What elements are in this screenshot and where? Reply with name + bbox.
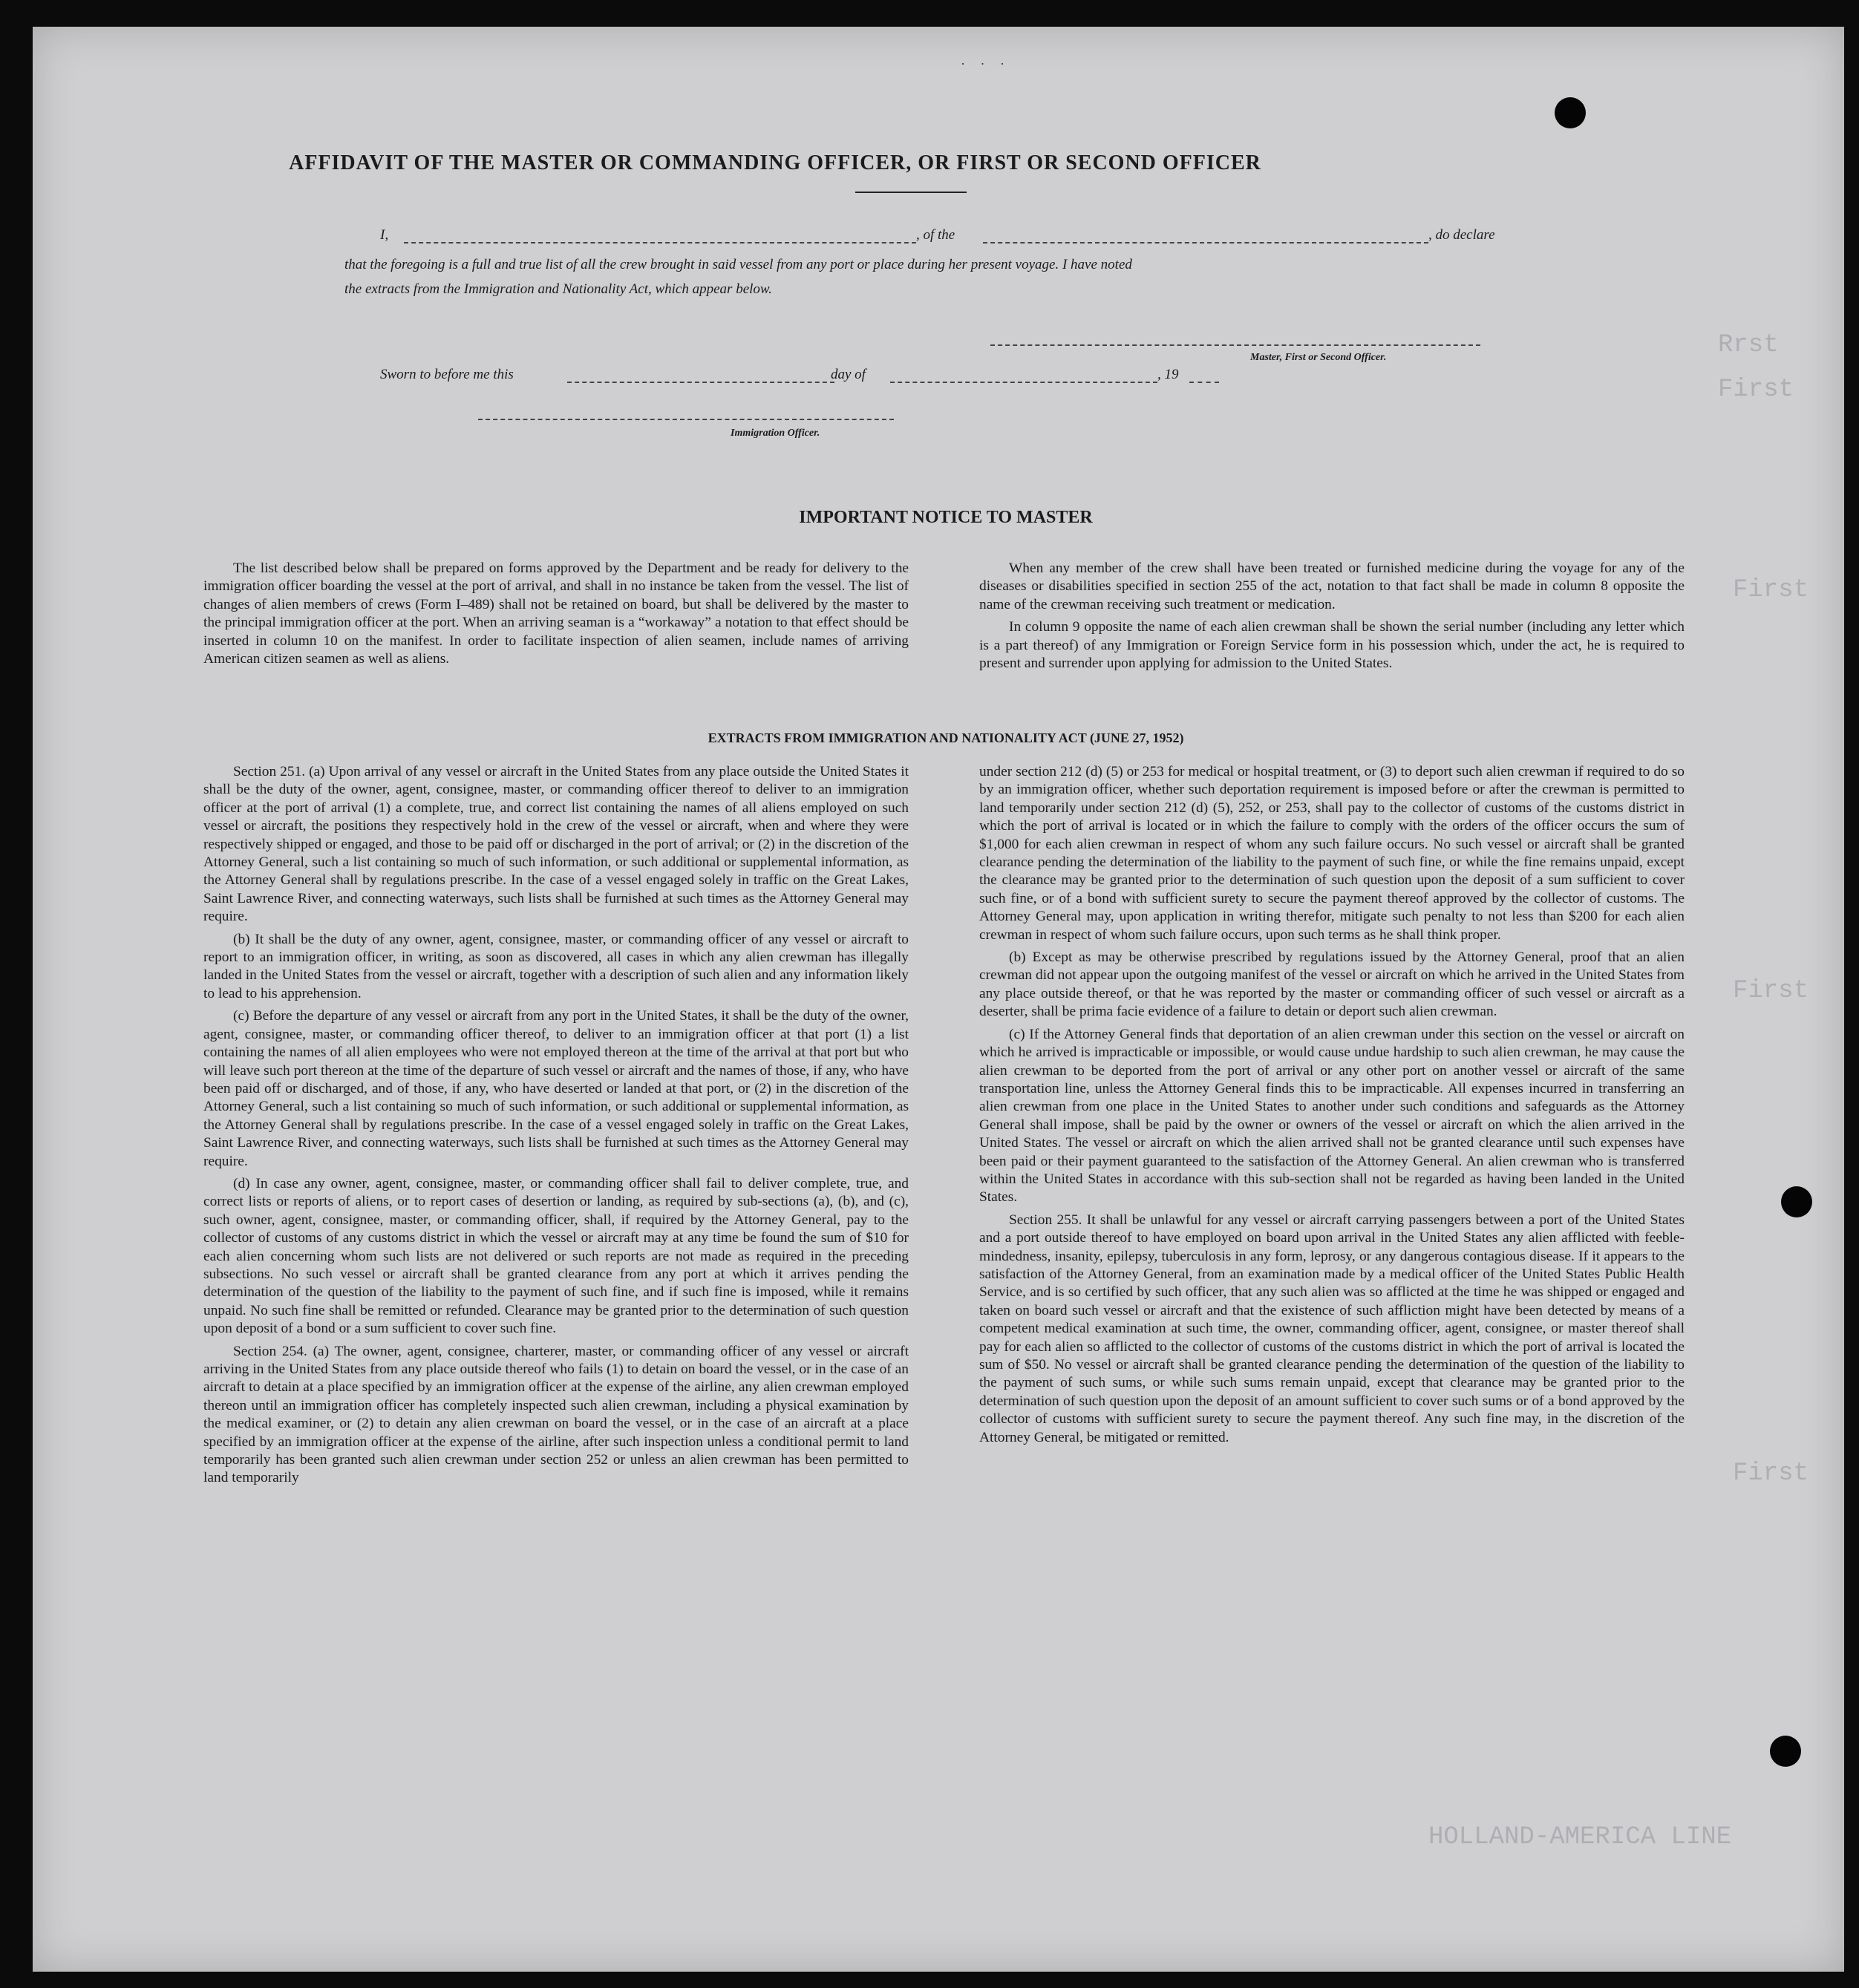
do-declare-label: , do declare — [1428, 227, 1495, 243]
section-254b: (b) Except as may be otherwise prescribed by regulations issued by the Attorney General, proof that an alien crewman did not appear upon the outgoing manifest of the vessel or aircraft on which he arrived in the United States from any place outside thereof, or that he was reported by the master or commanding officer of such vessel or aircraft as a deserter, shall be prima facie evidence of a failure to detain or deport such alien crewman. — [979, 949, 1685, 1020]
master-caption: Master, First or Second Officer. — [1250, 352, 1387, 363]
name-line — [404, 242, 916, 243]
officer-caption: Immigration Officer. — [731, 428, 820, 439]
bleed-through-text: First — [1733, 977, 1809, 1005]
bleed-through-text: HOLLAND-AMERICA LINE — [1428, 1823, 1732, 1851]
bleed-through-text: First — [1718, 376, 1794, 404]
notice-right-column — [979, 560, 1685, 677]
section-251c: (c) Before the departure of any vessel or aircraft from any port in the United States, it shall be the duty of the owner, agent, consignee, master, or commanding officer thereof, to deliver to an immigration officer at that port (1) a list containing the names of all alien employees who were not employed thereon at the time of the arrival at that port but who will leave such port thereon at the time of the departure of such vessel or aircraft and the names of those, if any, who have been paid off or discharged, and of those, if any, who have deserted or landed at that port, or (2) in the discretion of the Attorney General, such a list containing so much of such information, or such additional or supplemental information, as the Attorney General shall by regulations prescribe. In the case of a vessel engaged solely in traffic on the Great Lakes, Saint Lawrence River, and connecting waterways, such lists shall be furnished at such times as the Attorney General may require. — [203, 1008, 909, 1169]
section-251a: Section 251. (a) Upon arrival of any vessel or aircraft in the United States from any place outside the United States it shall be the duty of the owner, agent, consignee, master, or commanding officer thereof to deliver to an immigration officer at the port of arrival (1) a complete, true, and correct list containing the names of all aliens employed on such vessel or aircraft, the positions they respectively hold in the crew of the vessel or aircraft, when and where they were respectively shipped or engaged, and those to be paid off or discharged in the port of arrival; or (2) in the discretion of the Attorney General, such a list containing so much of such information, or such additional or supplemental information, as the Attorney General shall by regulations prescribe. In the case of a vessel engaged solely in traffic on the Great Lakes, Saint Lawrence River, and connecting waterways, such lists shall be furnished at such times as the Attorney General may require. — [203, 764, 909, 925]
signature-line — [990, 344, 1480, 346]
year-label: , 19 — [1157, 367, 1179, 382]
declaration-line-1: that the foregoing is a full and true list of all the crew brought in said vessel from any port or place during her present voyage. I have noted — [344, 257, 1132, 272]
section-254c: (c) If the Attorney General finds that deportation of an alien crewman under this section on the vessel or aircraft on which he arrived is impracticable or impossible, or would cause undue hardship to such alien crewman, he may cause the alien crewman to be deported from the port of arrival or any other port on another vessel or aircraft of the same transportation line, unless the Attorney General finds this to be impracticable. All expenses incurred in transferring an alien crewman from one place in the United States to another under such conditions and safeguards as the Attorney General shall impose, shall be paid by the owner or owners of the vessel or aircraft on which the alien arrived in the United States. The vessel or aircraft on which the alien arrived shall not be granted clearance until such expenses have been paid or their payment guaranteed to the satisfaction of the Attorney General. An alien crewman who is transferred within the United States in accordance with this sub-section shall not be regarded as having been landed in the United States. — [979, 1026, 1685, 1206]
punch-hole — [1770, 1736, 1801, 1767]
punch-hole — [1781, 1186, 1812, 1217]
section-254a-part-2: under section 212 (d) (5) or 253 for medical or hospital treatment, or (3) to deport such alien crewman if required to do so by an immigration officer, whether such deportation requirement is imposed before or after the crewman is permitted to land temporarily under section 212 (d) (5), 252, or 253, shall pay to the collector of customs of the customs district in which the port of arrival is located or in which the failure to comply with the orders of the officer occurs the sum of $1,000 for each alien crewman in respect of whom any such failure occurs. No such vessel or aircraft shall be granted clearance pending the determination of the liability to the payment of such fine, or while the fine remains unpaid, except the clearance may be granted prior to the determination of such question upon the deposit of a sum sufficient to cover such fine, or of a bond with sufficient surety to secure the payment thereof approved by the collector of customs. The Attorney General may, upon application in writing therefor, mitigate such penalty to not less than $200 for each alien crewman in respect of whom such failure occurs, upon such terms as he shall think proper. — [979, 764, 1685, 943]
sworn-label: Sworn to before me this — [380, 367, 514, 382]
bleed-through-text: First — [1733, 576, 1809, 604]
bleed-through-text: First — [1733, 1459, 1809, 1488]
section-251b: (b) It shall be the duty of any owner, agent, consignee, master, or commanding officer of any vessel or aircraft to report to an immigration officer, in writing, as soon as discovered, all cases in which any alien crewman has illegally landed in the United States from the vessel or aircraft, together with a description of such alien and any information likely to lead to his apprehension. — [203, 931, 909, 1001]
section-251d: (d) In case any owner, agent, consignee, master, or commanding officer shall fail to deliver complete, true, and correct lists or reports of aliens, or to report cases of desertion or landing, as required by sub-sections (a), (b), and (c), such owner, agent, consignee, master, or commanding officer, shall, if required by the Attorney General, pay to the collector of customs of any customs district in which the vessel or aircraft may at any time be found the sum of $10 for each alien concerning whom such lists are not delivered or such reports are not made as required in the preceding subsections. No such vessel or aircraft shall be granted clearance from any port at which it arrives pending the determination of the question of the liability to the payment of such fine, and if such fine is imposed, while it remains unpaid. No such fine shall be remitted or refunded. Clearance may be granted prior to the determination of such question upon deposit of a bond or a sum sufficient to cover such fine. — [203, 1175, 909, 1337]
title-rule — [855, 192, 967, 193]
of-the-label: , of the — [916, 227, 955, 243]
affidavit-title: AFFIDAVIT OF THE MASTER OR COMMANDING OFFICER, OR FIRST OR SECOND OFFICER — [289, 151, 1261, 174]
bleed-through-text: Rrst — [1718, 331, 1779, 359]
sworn-year-line — [1189, 382, 1219, 383]
section-255: Section 255. It shall be unlawful for any vessel or aircraft carrying passengers between a port of the United States and a port outside thereof to have employed on board upon arrival in the United States any alien afflicted with feeble-mindedness, insanity, epilepsy, tuberculosis in any form, leprosy, or any dangerous contagious disease. If it appears to the satisfaction of the Attorney General, from an examination made by a medical officer of the United States Public Health Service, and is so certified by such officer, that any such alien was so afflicted at the time he was shipped or engaged and taken on board such vessel or aircraft and that the existence of such affliction might have been detected by means of a competent medical examination at such time, the owner, commanding officer, agent, consignee, or master thereof shall pay for each alien so afflicted to the collector of customs of the customs district in which the port of arrival is located the sum of $50. No vessel or aircraft shall be granted clearance pending the determination of the question of the liability to the payment of such sums, or while such sums remain unpaid, except that clearance may be granted prior to the determination of such question upon the deposit of an amount sufficient to cover such sums or of a bond approved by the collector of customs with sufficient surety to secure the payment thereof. Any such fine may, in the discretion of the Attorney General, be mitigated or remitted. — [979, 1212, 1685, 1445]
officer-line — [478, 419, 894, 420]
notice-left-paragraph: The list described below shall be prepared on forms approved by the Department and be ready for delivery to the immigration officer boarding the vessel at the port of arrival, and shall in no instance be taken from the vessel. The list of changes of alien members of crews (Form I–489) shall not be retained on board, but shall be delivered by the master to the principal immigration officer at the port. When an arriving seaman is a “workaway” a notation to that effect should be inserted in column 10 on the manifest. In order to facilitate inspection of alien seamen, include names of arriving American citizen seamen as well as aliens. — [203, 560, 909, 667]
notice-right-paragraph-1: When any member of the crew shall have been treated or furnished medicine during the voyage for any of the diseases or disabilities specified in section 255 of the act, notation to that fact shall be made in column 8 opposite the name of the crewman receiving such treatment or medication. — [979, 560, 1685, 612]
notice-left-column — [203, 560, 909, 673]
vessel-line — [983, 242, 1428, 243]
i-label: I, — [380, 227, 389, 243]
declaration-line-2: the extracts from the Immigration and Nationality Act, which appear below. — [344, 281, 772, 297]
notice-right-paragraph-2: In column 9 opposite the name of each alien crewman shall be shown the serial number (including any letter which is a part thereof) of any Immigration or Foreign Service form in his possession which, under the act, he is required to present and surrender upon applying for admission to the United States. — [979, 619, 1685, 672]
day-of-label: day of — [831, 367, 866, 382]
sworn-month-line — [890, 382, 1157, 383]
extracts-heading: EXTRACTS FROM IMMIGRATION AND NATIONALITY ACT (JUNE 27, 1952) — [708, 730, 1184, 745]
extracts-left-column — [203, 763, 909, 1492]
punch-hole — [1555, 97, 1586, 128]
sworn-day-line — [567, 382, 834, 383]
extracts-right-column — [979, 763, 1685, 1451]
document-sheet — [33, 27, 1844, 1972]
notice-heading: IMPORTANT NOTICE TO MASTER — [799, 508, 1093, 527]
specks: · · · — [961, 56, 1010, 71]
section-254a-part-1: Section 254. (a) The owner, agent, consignee, charterer, master, or commanding officer of any vessel or aircraft arriving in the United States from any place outside thereof who fails (1) to detain on board the vessel, or in the case of an aircraft to detain at a place specified by an immigration officer at the expense of the airline, any alien crewman employed thereon until an immigration officer has completely inspected such alien crewman, including a physical examination by the medical examiner, or (2) to detain any alien crewman on board the vessel, or in the case of an aircraft at a place specified by an immigration officer at the expense of the airline, after such inspection unless a conditional permit to land temporarily has been granted such alien crewman under section 252 or unless an alien crewman has been permitted to land temporarily — [203, 1343, 909, 1486]
